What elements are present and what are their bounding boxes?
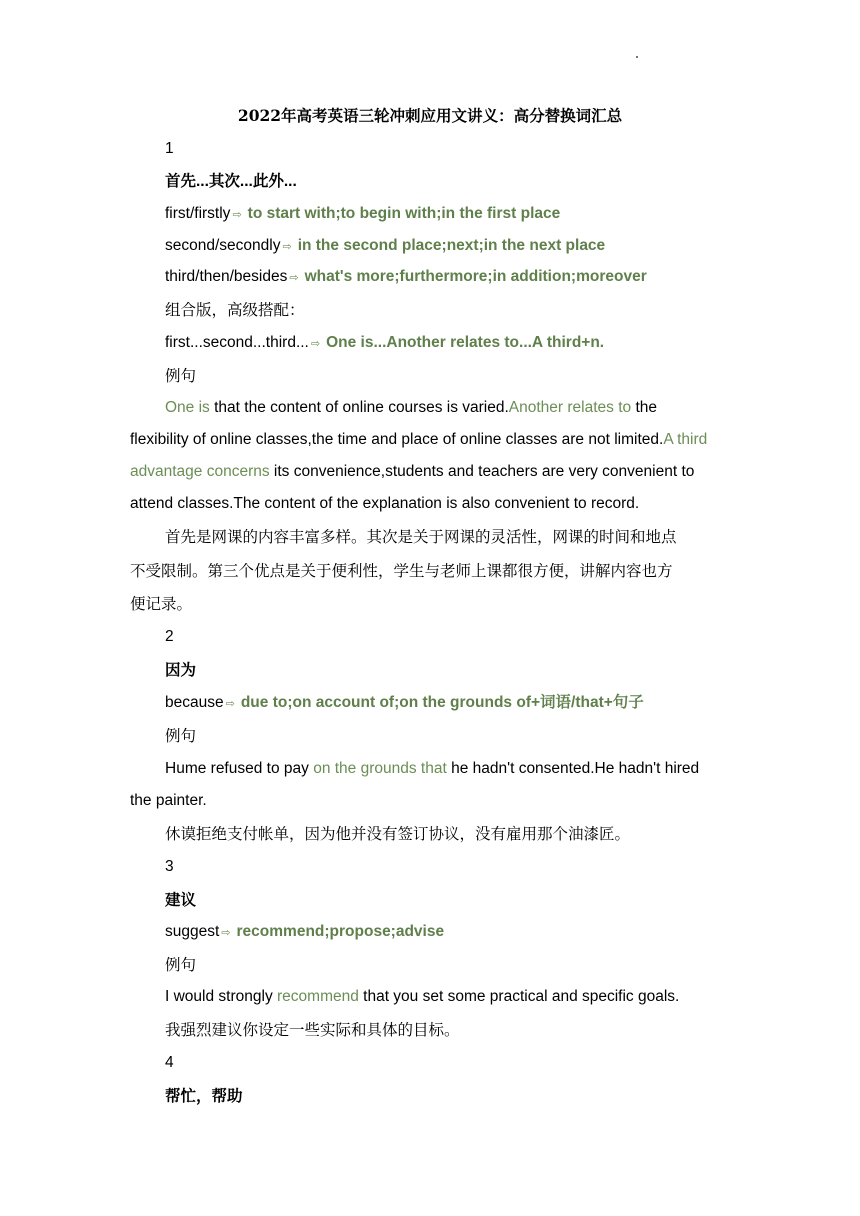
section-number: 4	[165, 1054, 174, 1071]
highlight-phrase: A third	[663, 431, 708, 448]
example-label: 例句	[165, 367, 197, 385]
vocab-row	[165, 693, 644, 714]
example-text: Hume refused to pay	[165, 760, 314, 777]
replacement-words: One is...Another relates to...A third+n.	[326, 334, 605, 351]
highlight-phrase: One is	[165, 399, 210, 416]
example-line	[130, 462, 694, 482]
example-text: that the content of online courses is varied.	[209, 399, 509, 416]
replacement-words: to start with;to begin with;in the first place	[247, 205, 561, 222]
example-line	[165, 398, 657, 418]
section-heading: 因为	[165, 660, 197, 679]
outline-right-arrow-icon: ⇨	[225, 698, 235, 710]
example-text: I would strongly	[165, 988, 277, 1005]
highlight-phrase: on the grounds that	[313, 760, 447, 777]
section-heading: 首先...其次...此外...	[165, 173, 297, 190]
combo-label: 组合版，高级搭配：	[165, 301, 305, 319]
replacement-words: in the second place;next;in the next place	[297, 237, 606, 254]
section-number: 1	[165, 140, 174, 157]
example-line	[165, 759, 699, 779]
base-word: suggest	[165, 923, 220, 940]
example-text: that you set some practical and specific goals.	[358, 988, 680, 1005]
example-text: flexibility of online classes,the time and place of online classes are not limited.	[130, 431, 664, 448]
vocab-row	[165, 236, 605, 257]
highlight-phrase: Another relates to	[508, 399, 632, 416]
example-label: 例句	[165, 956, 197, 974]
outline-right-arrow-icon: ⇨	[310, 338, 321, 350]
highlight-phrase: advantage concerns	[130, 463, 270, 480]
outline-right-arrow-icon: ⇨	[282, 241, 292, 253]
translation-line: 不受限制。第三个优点是关于便利性，学生与老师上课都很方便，讲解内容也方	[130, 562, 673, 580]
vocab-row	[165, 333, 604, 354]
translation-line: 首先是网课的内容丰富多样。其次是关于网课的灵活性，网课的时间和地点	[165, 528, 677, 546]
section-number: 3	[165, 858, 174, 875]
page-mark	[636, 56, 638, 58]
vocab-row	[165, 204, 560, 225]
example-text: its convenience,students and teachers are very convenient to	[269, 463, 695, 480]
section-heading: 建议	[165, 890, 197, 909]
example-label: 例句	[165, 727, 197, 745]
outline-right-arrow-icon: ⇨	[221, 927, 231, 939]
vocab-row	[165, 922, 444, 943]
highlight-phrase: recommend	[277, 988, 359, 1005]
replacement-words: recommend;propose;advise	[236, 923, 445, 940]
base-word: because	[165, 694, 224, 711]
base-word: first/firstly	[165, 205, 231, 222]
replacement-words: due to;on account of;on the grounds of+词语/that+句子	[240, 694, 644, 711]
base-word: second/secondly	[165, 237, 281, 254]
example-text: the	[631, 399, 658, 416]
outline-right-arrow-icon: ⇨	[232, 209, 242, 221]
example-text: he hadn't consented.He hadn't hired	[446, 760, 700, 777]
replacement-words: what's more;furthermore;in addition;moreover	[304, 268, 647, 285]
example-line	[165, 987, 679, 1007]
document-title: 2022年高考英语三轮冲刺应用文讲义：高分替换词汇总	[237, 106, 623, 125]
example-line: the painter.	[130, 792, 207, 809]
outline-right-arrow-icon: ⇨	[289, 272, 299, 284]
section-number: 2	[165, 628, 174, 645]
translation-line: 休谟拒绝支付帐单，因为他并没有签订协议，没有雇用那个油漆匠。	[165, 825, 631, 843]
example-line	[130, 430, 707, 450]
base-word: first...second...third...	[165, 334, 309, 351]
section-heading: 帮忙，帮助	[165, 1086, 243, 1105]
translation-line: 我强烈建议你设定一些实际和具体的目标。	[165, 1021, 460, 1039]
base-word: third/then/besides	[165, 268, 288, 285]
example-line: attend classes.The content of the explanation is also convenient to record.	[130, 495, 640, 512]
vocab-row	[165, 267, 647, 288]
translation-line: 便记录。	[130, 595, 193, 613]
